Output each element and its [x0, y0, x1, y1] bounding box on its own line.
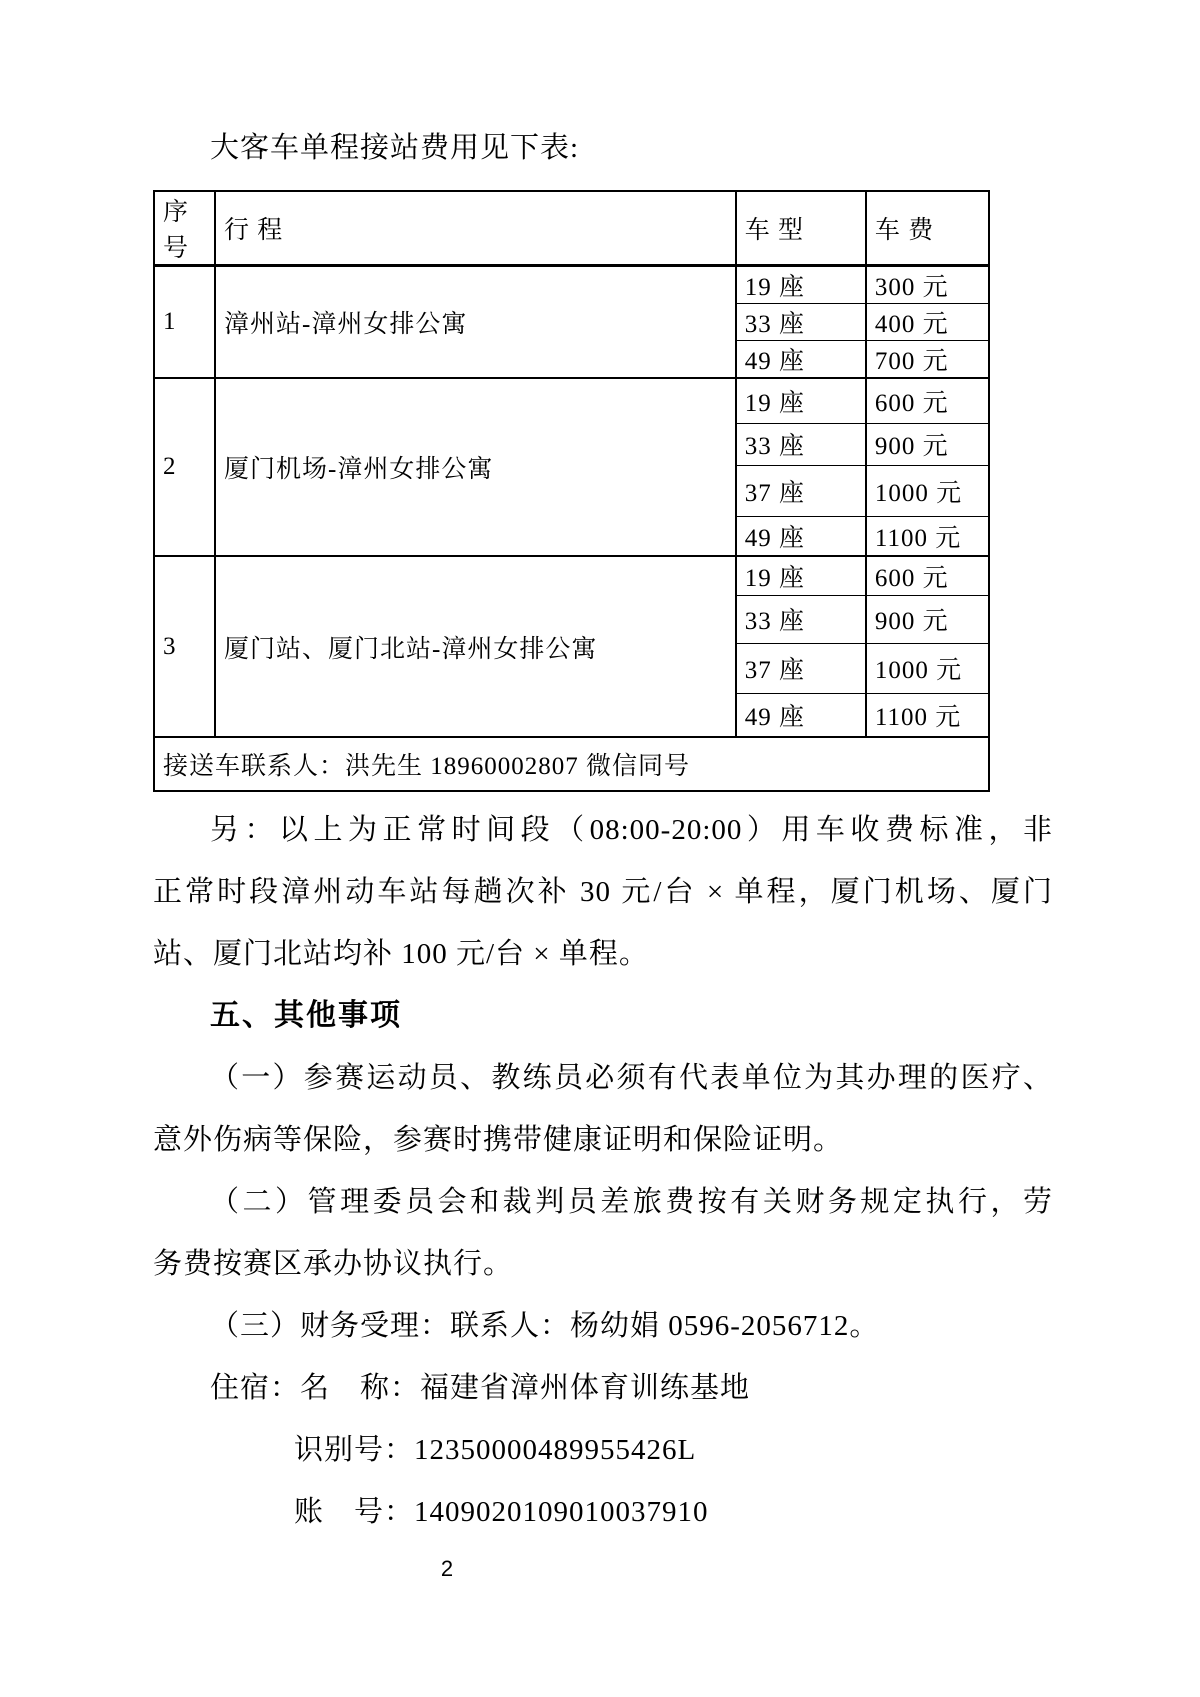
text-line: 账 号：1409020109010037910 [294, 1496, 709, 1528]
bus-type-cell: 49 座 [736, 341, 866, 379]
fare-table [153, 190, 990, 792]
bus-type-cell: 19 座 [736, 378, 866, 423]
table-row [154, 266, 989, 304]
bus-type-cell: 49 座 [736, 516, 866, 556]
table-header-row [154, 191, 989, 266]
fare-cell: 300 元 [866, 266, 989, 304]
body-paragraphs [153, 799, 1053, 1543]
route-cell: 漳州站-漳州女排公寓 [215, 266, 736, 379]
bus-type-cell: 37 座 [736, 643, 866, 693]
seq-cell: 2 [154, 378, 215, 556]
text-line: 识别号：12350000489955426L [294, 1434, 697, 1466]
text-line: 正常时段漳州动车站每趟次补 30 元/台 × 单程，厦门机场、厦门 [153, 876, 1053, 908]
fare-cell: 600 元 [866, 378, 989, 423]
text-line: 另：以上为正常时间段（08:00-20:00）用车收费标准，非 [210, 814, 1053, 846]
col-header-fare: 车 费 [866, 191, 989, 266]
fare-table-body [154, 266, 989, 792]
text-line: （二）管理委员会和裁判员差旅费按有关财务规定执行，劳 [210, 1186, 1053, 1218]
text-line: （一）参赛运动员、教练员必须有代表单位为其办理的医疗、 [210, 1062, 1053, 1094]
col-header-seq: 序号 [154, 191, 215, 266]
fare-cell: 400 元 [866, 304, 989, 341]
fare-cell: 1000 元 [866, 643, 989, 693]
bus-type-cell: 19 座 [736, 266, 866, 304]
fare-cell: 700 元 [866, 341, 989, 379]
text-line: 意外伤病等保险，参赛时携带健康证明和保险证明。 [153, 1124, 844, 1156]
fare-cell: 900 元 [866, 595, 989, 643]
bus-type-cell: 33 座 [736, 423, 866, 465]
text-line: （三）财务受理：联系人：杨幼娟 0596-2056712。 [210, 1310, 880, 1342]
bus-type-cell: 49 座 [736, 693, 866, 737]
table-row [154, 556, 989, 595]
bus-type-cell: 33 座 [736, 304, 866, 341]
page-number: 2 [440, 1556, 454, 1581]
col-header-type: 车 型 [736, 191, 866, 266]
fare-cell: 1100 元 [866, 693, 989, 737]
table-row [154, 378, 989, 423]
bus-type-cell: 33 座 [736, 595, 866, 643]
bus-type-cell: 37 座 [736, 465, 866, 516]
text-line: 站、厦门北站均补 100 元/台 × 单程。 [153, 938, 649, 970]
route-cell: 厦门机场-漳州女排公寓 [215, 378, 736, 556]
text-line: 务费按赛区承办协议执行。 [153, 1248, 514, 1280]
table-footer-row [154, 737, 989, 791]
contact-cell: 接送车联系人：洪先生 18960002807 微信同号 [154, 737, 989, 791]
fare-cell: 1100 元 [866, 516, 989, 556]
seq-cell: 3 [154, 556, 215, 737]
text-line: 住宿：名 称：福建省漳州体育训练基地 [210, 1372, 751, 1404]
route-cell: 厦门站、厦门北站-漳州女排公寓 [215, 556, 736, 737]
intro-text: 大客车单程接站费用见下表: [210, 132, 580, 164]
fare-cell: 900 元 [866, 423, 989, 465]
section-heading: 五、其他事项 [210, 999, 402, 1032]
col-header-route: 行 程 [215, 191, 736, 266]
fare-cell: 600 元 [866, 556, 989, 595]
seq-cell: 1 [154, 266, 215, 379]
fare-cell: 1000 元 [866, 465, 989, 516]
bus-type-cell: 19 座 [736, 556, 866, 595]
